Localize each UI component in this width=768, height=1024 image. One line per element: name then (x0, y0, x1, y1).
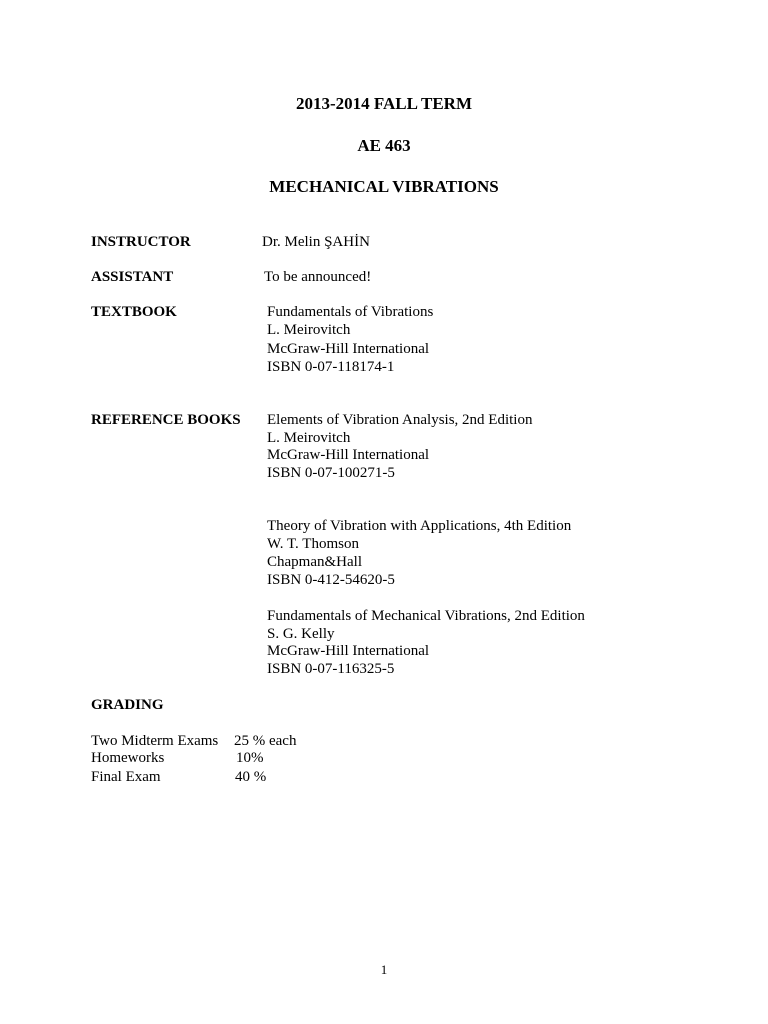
reference-book-publisher: McGraw-Hill International (267, 447, 430, 463)
grading-item-name: Two Midterm Exams (91, 733, 219, 749)
instructor-label: INSTRUCTOR (91, 234, 191, 250)
textbook-isbn: ISBN 0-07-118174-1 (267, 359, 395, 375)
grading-item-weight: 40 % (235, 769, 267, 785)
reference-book-author: W. T. Thomson (267, 536, 359, 552)
reference-book-publisher: McGraw-Hill International (267, 643, 430, 659)
reference-book-isbn: ISBN 0-07-116325-5 (267, 661, 395, 677)
grading-item-name: Final Exam (91, 769, 161, 785)
reference-book-author: L. Meirovitch (267, 430, 351, 446)
reference-book-author: S. G. Kelly (267, 626, 335, 642)
instructor-value: Dr. Melin ŞAHİN (262, 234, 370, 250)
reference-book-title: Fundamentals of Mechanical Vibrations, 2nd Edition (267, 608, 585, 624)
textbook-author: L. Meirovitch (267, 322, 351, 338)
reference-book-title: Theory of Vibration with Applications, 4th Edition (267, 518, 572, 534)
reference-book-isbn: ISBN 0-412-54620-5 (267, 572, 395, 588)
grading-item-weight: 10% (236, 750, 264, 766)
reference-book-title: Elements of Vibration Analysis, 2nd Edition (267, 412, 533, 428)
course-code: AE 463 (357, 136, 411, 155)
reference-book-isbn: ISBN 0-07-100271-5 (267, 465, 395, 481)
page-number: 1 (380, 962, 388, 977)
reference-books-label: REFERENCE BOOKS (91, 412, 241, 428)
grading-item-name: Homeworks (91, 750, 165, 766)
course-name: MECHANICAL VIBRATIONS (269, 177, 499, 196)
reference-book-publisher: Chapman&Hall (267, 554, 362, 570)
textbook-label: TEXTBOOK (91, 304, 177, 320)
assistant-label: ASSISTANT (91, 269, 174, 285)
textbook-title: Fundamentals of Vibrations (267, 304, 434, 320)
term-title: 2013-2014 FALL TERM (296, 94, 472, 113)
grading-item-weight: 25 % each (234, 733, 297, 749)
textbook-publisher: McGraw-Hill International (267, 341, 430, 357)
assistant-value: To be announced! (264, 269, 372, 285)
grading-label: GRADING (91, 697, 164, 713)
